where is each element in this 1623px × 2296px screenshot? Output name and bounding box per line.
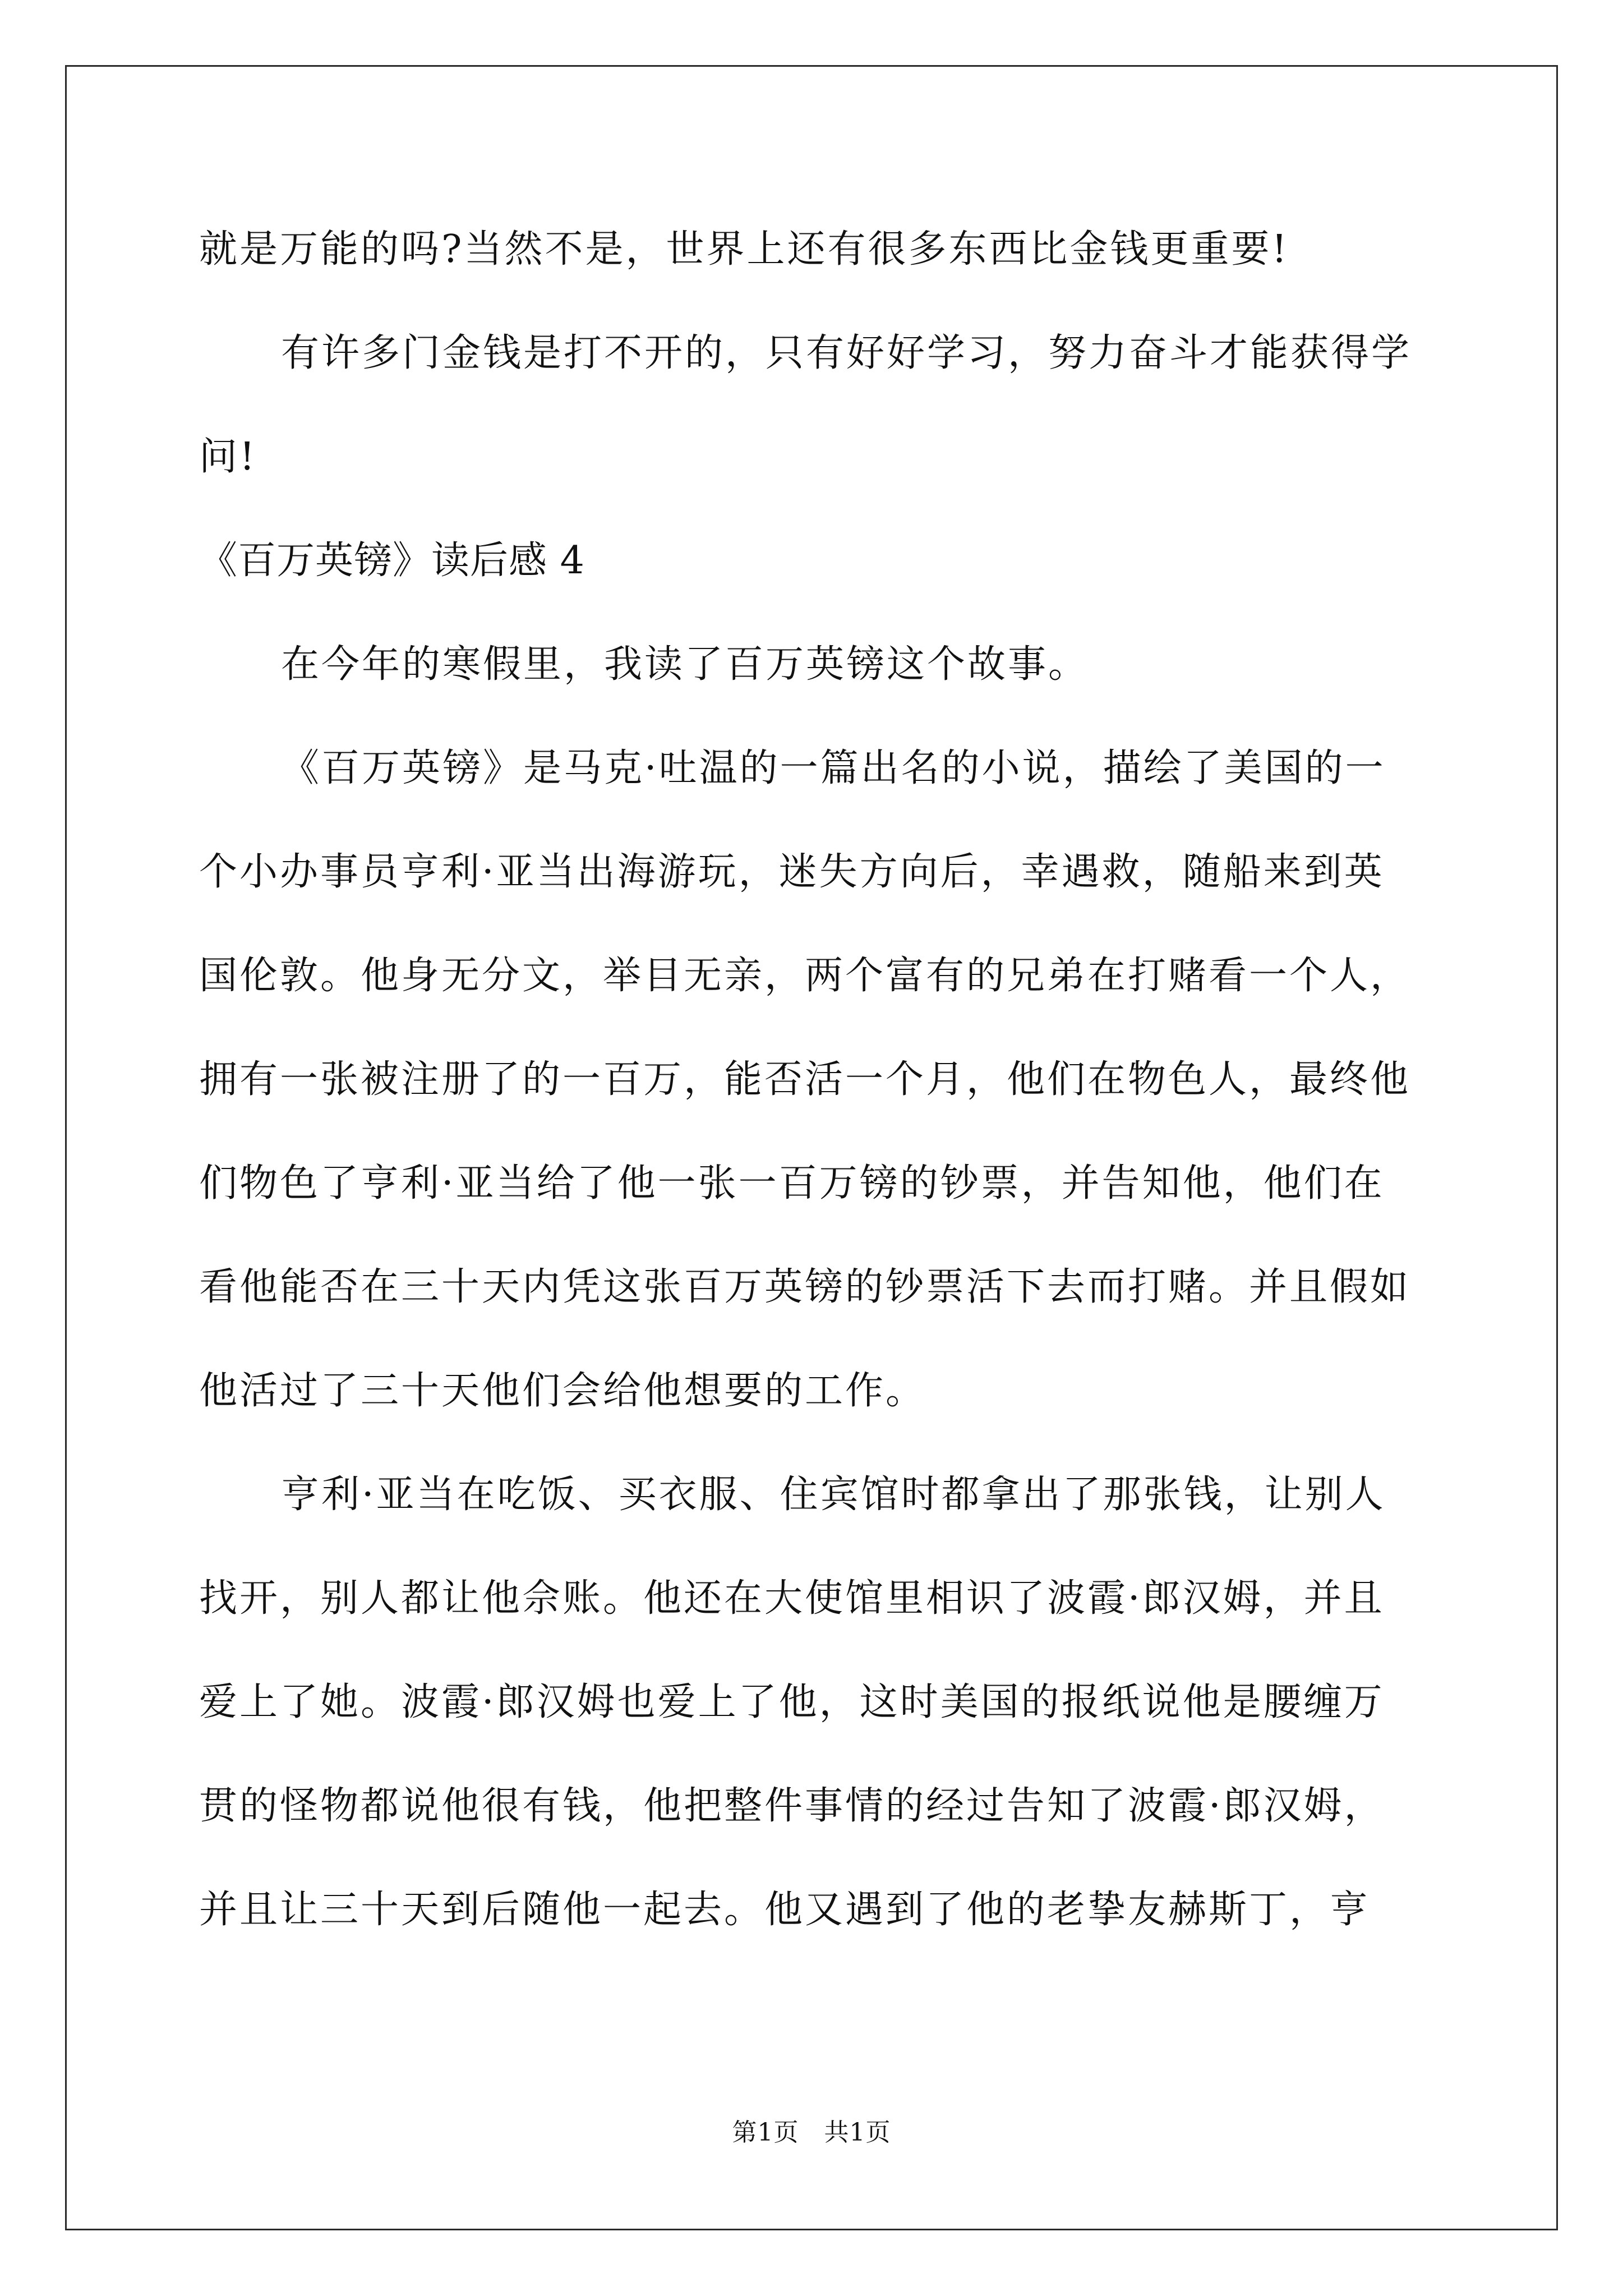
paragraph-first-line: 在今年的寒假里，我读了百万英镑这个故事。: [281, 642, 1089, 687]
text-line: 他活过了三十天他们会给他想要的工作。: [199, 1369, 926, 1413]
text-line: 看他能否在三十天内凭这张百万英镑的钞票活下去而打赌。并且假如: [199, 1265, 1411, 1309]
text-line: 国伦敦。他身无分文，举目无亲，两个富有的兄弟在打赌看一个人，: [199, 954, 1411, 998]
text-line: 找开，别人都让他佘账。他还在大使馆里相识了波霞·郎汉姆，并且: [199, 1576, 1385, 1621]
text-line: 拥有一张被注册了的一百万，能否活一个月，他们在物色人，最终他: [199, 1057, 1411, 1102]
text-line: 爱上了她。波霞·郎汉姆也爱上了他，这时美国的报纸说他是腰缠万: [199, 1680, 1385, 1724]
text-line: 就是万能的吗?当然不是，世界上还有很多东西比金钱更重要!: [199, 227, 1289, 272]
paragraph-first-line: 《百万英镑》是马克·吐温的一篇出名的小说，描绘了美国的一: [281, 746, 1386, 790]
page-number-footer: 第1页 共1页: [732, 2118, 891, 2147]
paragraph-first-line: 亨利·亚当在吃饭、买衣服、住宾馆时都拿出了那张钱，让别人: [281, 1473, 1386, 1517]
paragraph-first-line: 有许多门金钱是打不开的，只有好好学习，努力奋斗才能获得学: [281, 331, 1412, 375]
section-heading: 《百万英镑》读后感 4: [199, 539, 585, 583]
document-body: [199, 208, 1427, 1972]
text-line: 问!: [199, 435, 257, 479]
text-line: 贯的怪物都说他很有钱，他把整件事情的经过告知了波霞·郎汉姆，: [199, 1784, 1385, 1828]
text-line: 个小办事员亨利·亚当出海游玩，迷失方向后，幸遇救，随船来到英: [199, 850, 1385, 894]
text-line: 们物色了亨利·亚当给了他一张一百万镑的钞票，并告知他，他们在: [199, 1161, 1385, 1205]
text-line: 并且让三十天到后随他一起去。他又遇到了他的老挚友赫斯丁，亨: [199, 1888, 1371, 1932]
